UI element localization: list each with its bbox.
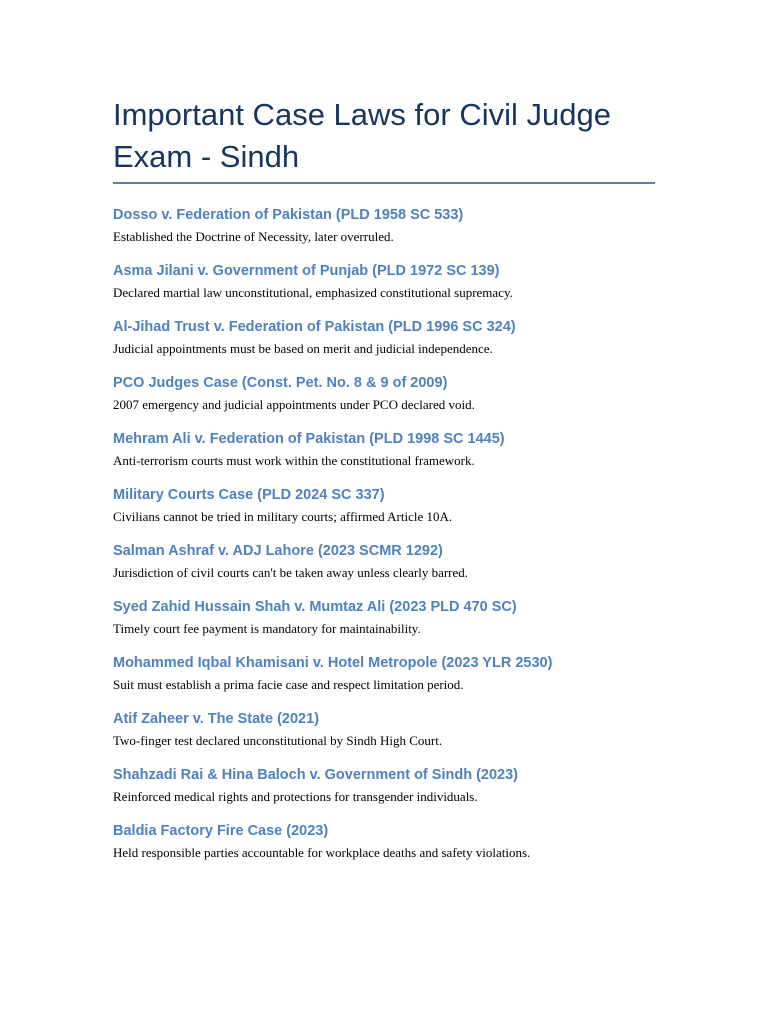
case-heading: Baldia Factory Fire Case (2023): [113, 823, 329, 839]
document-page: [113, 0, 655, 877]
case-description: Anti-terrorism courts must work within the constitutional framework.: [113, 453, 475, 468]
case-description: Two-finger test declared unconstitutional by Sindh High Court.: [113, 733, 443, 748]
case-entry: [113, 653, 655, 695]
case-heading: Mohammed Iqbal Khamisani v. Hotel Metropole (2023 YLR 2530): [113, 655, 553, 671]
case-heading: Dosso v. Federation of Pakistan (PLD 1958 SC 533): [113, 207, 464, 223]
case-heading: Atif Zaheer v. The State (2021): [113, 711, 320, 727]
case-heading: Al-Jihad Trust v. Federation of Pakistan (PLD 1996 SC 324): [113, 319, 516, 335]
case-heading: Asma Jilani v. Government of Punjab (PLD 1972 SC 139): [113, 263, 500, 279]
case-entry: [113, 317, 655, 359]
case-description: Declared martial law unconstitutional, emphasized constitutional supremacy.: [113, 285, 513, 300]
title-underline: [113, 182, 655, 184]
case-entry: [113, 597, 655, 639]
case-heading: Military Courts Case (PLD 2024 SC 337): [113, 487, 385, 503]
case-description: Held responsible parties accountable for workplace deaths and safety violations.: [113, 845, 531, 860]
case-entry: [113, 485, 655, 527]
case-heading: Mehram Ali v. Federation of Pakistan (PLD 1998 SC 1445): [113, 431, 505, 447]
case-entry: [113, 709, 655, 751]
case-heading: PCO Judges Case (Const. Pet. No. 8 & 9 of 2009): [113, 375, 448, 391]
case-description: Suit must establish a prima facie case and respect limitation period.: [113, 677, 464, 692]
case-description: Civilians cannot be tried in military courts; affirmed Article 10A.: [113, 509, 453, 524]
case-entry: [113, 765, 655, 807]
case-description: Reinforced medical rights and protections for transgender individuals.: [113, 789, 478, 804]
document-title: Important Case Laws for Civil Judge Exam - Sindh: [113, 97, 611, 174]
case-entry: [113, 205, 655, 247]
case-heading: Salman Ashraf v. ADJ Lahore (2023 SCMR 1292): [113, 543, 443, 559]
case-entry: [113, 541, 655, 583]
case-entry: [113, 261, 655, 303]
case-description: Judicial appointments must be based on merit and judicial independence.: [113, 341, 493, 356]
case-entry: [113, 373, 655, 415]
case-description: Timely court fee payment is mandatory for maintainability.: [113, 621, 421, 636]
case-description: 2007 emergency and judicial appointments under PCO declared void.: [113, 397, 475, 412]
case-heading: Syed Zahid Hussain Shah v. Mumtaz Ali (2023 PLD 470 SC): [113, 599, 517, 615]
case-heading: Shahzadi Rai & Hina Baloch v. Government of Sindh (2023): [113, 767, 519, 783]
case-entry: [113, 429, 655, 471]
case-description: Established the Doctrine of Necessity, later overruled.: [113, 229, 394, 244]
case-description: Jurisdiction of civil courts can't be taken away unless clearly barred.: [113, 565, 469, 580]
case-entry: [113, 821, 655, 863]
